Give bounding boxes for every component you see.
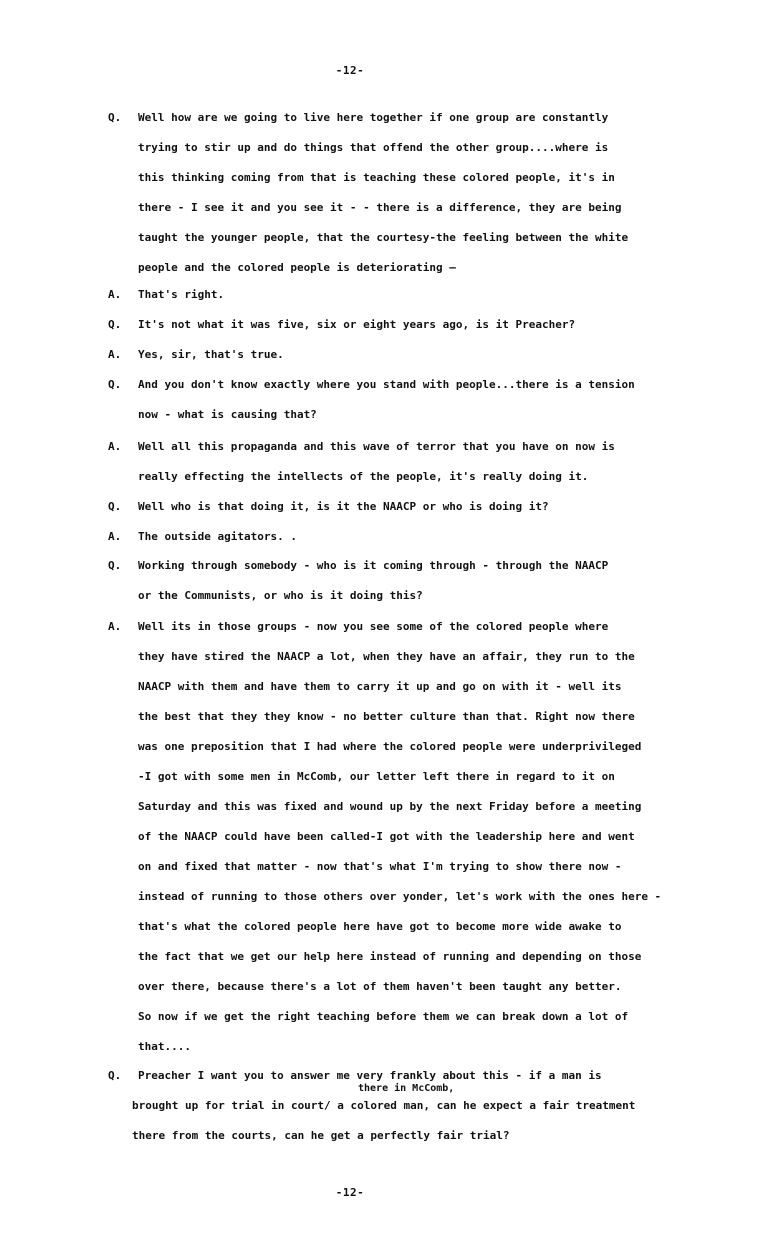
speaker-marker: Q. xyxy=(108,378,122,391)
text-line: The outside agitators. . xyxy=(138,530,297,543)
text-line: of the NAACP could have been called-I got with the leadership here and went xyxy=(138,830,635,843)
speaker-marker: A. xyxy=(108,348,122,361)
page-number-top: -12- xyxy=(335,64,365,77)
text-line: That's right. xyxy=(138,288,225,301)
speaker-marker: Q. xyxy=(108,318,122,331)
text-line: Well who is that doing it, is it the NAACP or who is doing it? xyxy=(138,500,549,513)
text-line: trying to stir up and do things that offend the other group....where is xyxy=(138,141,609,154)
text-line: NAACP with them and have them to carry it up and go on with it - well its xyxy=(138,680,622,693)
text-line: was one preposition that I had where the colored people were underprivileged xyxy=(138,740,642,753)
text-line: there - I see it and you see it - - there is a difference, they are being xyxy=(138,201,622,214)
text-line: Working through somebody - who is it coming through - through the NAACP xyxy=(138,559,609,572)
speaker-marker: A. xyxy=(108,440,122,453)
text-line: now - what is causing that? xyxy=(138,408,317,421)
text-line: Well its in those groups - now you see some of the colored people where xyxy=(138,620,609,633)
text-line: brought up for trial in court/ a colored man, can he expect a fair treatment xyxy=(132,1099,636,1112)
speaker-marker: Q. xyxy=(108,559,122,572)
text-line: people and the colored people is deteriorating — xyxy=(138,261,456,274)
text-line: It's not what it was five, six or eight years ago, is it Preacher? xyxy=(138,318,576,331)
text-line: there from the courts, can he get a perfectly fair trial? xyxy=(132,1129,510,1142)
speaker-marker: Q. xyxy=(108,1069,122,1082)
text-line: -I got with some men in McComb, our letter left there in regard to it on xyxy=(138,770,615,783)
text-line: the best that they they know - no better culture than that. Right now there xyxy=(138,710,635,723)
text-line: they have stired the NAACP a lot, when they have an affair, they run to the xyxy=(138,650,635,663)
text-line: that's what the colored people here have got to become more wide awake to xyxy=(138,920,622,933)
handwritten-insertion: there in McComb, xyxy=(358,1083,455,1094)
speaker-marker: A. xyxy=(108,530,122,543)
text-line: Well how are we going to live here together if one group are constantly xyxy=(138,111,609,124)
text-line: Preacher I want you to answer me very frankly about this - if a man is xyxy=(138,1069,602,1082)
speaker-marker: A. xyxy=(108,288,122,301)
text-line: taught the younger people, that the courtesy-the feeling between the white xyxy=(138,231,629,244)
speaker-marker: Q. xyxy=(108,500,122,513)
speaker-marker: A. xyxy=(108,620,122,633)
text-line: So now if we get the right teaching before them we can break down a lot of xyxy=(138,1010,629,1023)
text-line: over there, because there's a lot of them haven't been taught any better. xyxy=(138,980,622,993)
speaker-marker: Q. xyxy=(108,111,122,124)
text-line: Saturday and this was fixed and wound up by the next Friday before a meeting xyxy=(138,800,642,813)
text-line: Well all this propaganda and this wave of terror that you have on now is xyxy=(138,440,615,453)
text-line: the fact that we get our help here instead of running and depending on those xyxy=(138,950,642,963)
text-line: really effecting the intellects of the people, it's really doing it. xyxy=(138,470,589,483)
text-line: or the Communists, or who is it doing this? xyxy=(138,589,423,602)
text-line: this thinking coming from that is teaching these colored people, it's in xyxy=(138,171,615,184)
text-line: on and fixed that matter - now that's what I'm trying to show there now - xyxy=(138,860,622,873)
text-line: that.... xyxy=(138,1040,191,1053)
page-number-bottom: -12- xyxy=(335,1186,365,1199)
text-line: And you don't know exactly where you stand with people...there is a tension xyxy=(138,378,635,391)
text-line: Yes, sir, that's true. xyxy=(138,348,284,361)
text-line: instead of running to those others over yonder, let's work with the ones here - xyxy=(138,890,662,903)
